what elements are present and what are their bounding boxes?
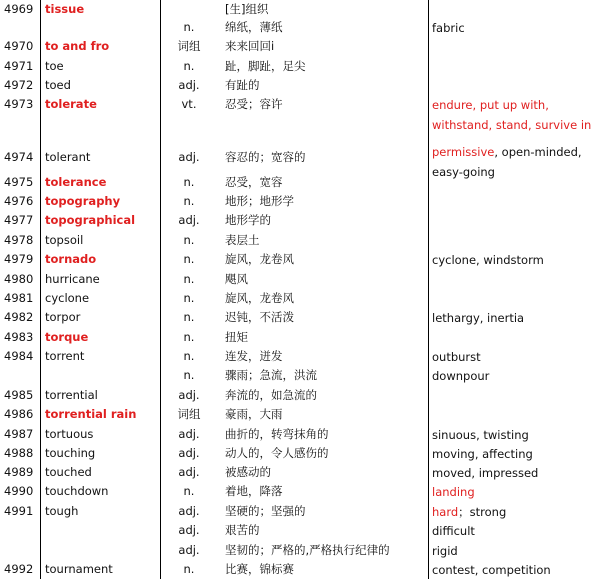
synonyms	[432, 502, 598, 522]
synonym-text: downpour	[432, 369, 490, 383]
chinese-meaning: 扭矩	[225, 330, 248, 344]
chinese-meaning: 旋风，龙卷风	[225, 291, 294, 305]
chinese-meaning: 曲折的，转弯抹角的	[225, 427, 329, 441]
synonyms	[432, 521, 598, 541]
entry-number: 4970	[4, 39, 34, 53]
synonyms	[432, 347, 598, 367]
part-of-speech: adj.	[178, 446, 200, 460]
table-row	[0, 37, 600, 57]
part-of-speech: n.	[183, 330, 195, 344]
entry-number: 4969	[4, 2, 34, 16]
entry-word: tough	[45, 504, 79, 518]
entry-number: 4971	[4, 59, 34, 73]
part-of-speech: adj.	[178, 504, 200, 518]
table-row	[0, 308, 600, 328]
entry-number: 4980	[4, 272, 34, 286]
entry-number: 4989	[4, 465, 34, 479]
chinese-meaning: 地形；地形学	[225, 194, 294, 208]
entry-word: tortuous	[45, 427, 94, 441]
chinese-meaning: 旋风，龙卷风	[225, 252, 294, 266]
entry-word: topography	[45, 194, 121, 208]
table-row	[0, 328, 600, 347]
entry-number: 4972	[4, 78, 34, 92]
chinese-meaning: 飓风	[225, 272, 248, 286]
synonym-text: rigid	[432, 544, 458, 558]
table-row	[0, 289, 600, 308]
table-row	[0, 347, 600, 366]
part-of-speech: n.	[183, 272, 195, 286]
entry-word: torrential	[45, 388, 98, 402]
entry-number: 4977	[4, 213, 34, 227]
synonym-highlight: endure, put up with, withstand, stand, survive in	[432, 98, 592, 132]
table-row	[0, 521, 600, 541]
entry-number: 4990	[4, 484, 34, 498]
part-of-speech: adj.	[178, 388, 200, 402]
synonym-text: outburst	[432, 350, 481, 364]
part-of-speech: 词组	[177, 407, 201, 421]
table-row	[0, 231, 600, 250]
entry-word: tolerant	[45, 150, 91, 164]
entry-number: 4974	[4, 150, 34, 164]
entry-number: 4976	[4, 194, 34, 208]
entry-number: 4991	[4, 504, 34, 518]
part-of-speech: adj.	[178, 427, 200, 441]
synonyms	[432, 250, 598, 270]
part-of-speech: n.	[183, 194, 195, 208]
part-of-speech: n.	[183, 20, 195, 34]
synonym-highlight: hard	[432, 505, 459, 519]
synonym-text: contest, competition	[432, 563, 551, 577]
part-of-speech: n.	[183, 349, 195, 363]
chinese-meaning: 趾，脚趾，足尖	[225, 59, 306, 73]
entry-word: touching	[45, 446, 96, 460]
synonym-text: ；strong	[458, 505, 507, 519]
entry-number: 4988	[4, 446, 34, 460]
synonyms	[432, 560, 598, 580]
synonyms	[432, 308, 598, 328]
synonyms	[432, 463, 598, 483]
chinese-meaning: 坚硬的；坚强的	[225, 504, 306, 518]
part-of-speech: adj.	[178, 465, 200, 479]
entry-word: toed	[45, 78, 71, 92]
entry-word: hurricane	[45, 272, 100, 286]
synonym-text: , open-minded, easy-going	[432, 145, 582, 179]
chinese-meaning: 坚韧的；严格的,严格执行纪律的	[225, 543, 390, 557]
table-row	[0, 366, 600, 386]
part-of-speech: n.	[183, 59, 195, 73]
synonym-text: sinuous, twisting	[432, 428, 529, 442]
entry-word: to and fro	[45, 39, 110, 53]
chinese-meaning: 地形学的	[225, 213, 271, 227]
table-row	[0, 18, 600, 37]
table-row	[0, 250, 600, 270]
entry-word: tournament	[45, 562, 113, 576]
entry-number: 4975	[4, 175, 34, 189]
chinese-meaning: 被感动的	[225, 465, 271, 479]
entry-word: tornado	[45, 252, 97, 266]
entry-number: 4992	[4, 562, 34, 576]
chinese-meaning: 表层土	[225, 233, 260, 247]
entry-word: touchdown	[45, 484, 109, 498]
chinese-meaning: 动人的，令人感伤的	[225, 446, 329, 460]
table-row	[0, 444, 600, 463]
part-of-speech: n.	[183, 484, 195, 498]
table-row	[0, 211, 600, 231]
entry-word: torpor	[45, 310, 81, 324]
entry-word: tolerate	[45, 97, 97, 111]
entry-number: 4979	[4, 252, 34, 266]
chinese-meaning: 艰苦的	[225, 523, 260, 537]
synonyms	[432, 95, 598, 135]
entry-word: toe	[45, 59, 64, 73]
table-row	[0, 405, 600, 425]
entry-number: 4984	[4, 349, 34, 363]
entry-word: tolerance	[45, 175, 107, 189]
entry-word: topsoil	[45, 233, 84, 247]
part-of-speech: n.	[183, 291, 195, 305]
part-of-speech: n.	[183, 562, 195, 576]
chinese-meaning: 迟钝，不活泼	[225, 310, 294, 324]
table-row	[0, 76, 600, 95]
synonyms	[432, 425, 598, 445]
part-of-speech: vt.	[181, 97, 197, 111]
part-of-speech: n.	[183, 175, 195, 189]
table-row	[0, 463, 600, 482]
chinese-meaning: 容忍的；宽容的	[225, 150, 306, 164]
entry-number: 4986	[4, 407, 34, 421]
entry-number: 4973	[4, 97, 34, 111]
table-row	[0, 482, 600, 502]
table-row	[0, 192, 600, 211]
chinese-meaning: 绵纸，薄纸	[225, 20, 283, 34]
entry-number: 4985	[4, 388, 34, 402]
chinese-meaning: 骤雨；急流，洪流	[225, 368, 317, 382]
entry-word: torrent	[45, 349, 85, 363]
table-row	[0, 560, 600, 579]
table-row	[0, 57, 600, 76]
table-row	[0, 541, 600, 560]
synonym-text: moved, impressed	[432, 466, 539, 480]
part-of-speech: adj.	[178, 78, 200, 92]
synonym-highlight: landing	[432, 485, 475, 499]
synonyms	[432, 541, 598, 561]
entry-number: 4981	[4, 291, 34, 305]
table-row	[0, 270, 600, 289]
synonyms	[432, 482, 598, 502]
chinese-meaning: 忍受；容许	[225, 97, 283, 111]
part-of-speech: n.	[183, 252, 195, 266]
synonyms	[432, 366, 598, 386]
synonym-highlight: permissive	[432, 145, 495, 159]
part-of-speech: adj.	[178, 150, 200, 164]
entry-word: torque	[45, 330, 89, 344]
chinese-meaning: 比赛，锦标赛	[225, 562, 294, 576]
chinese-meaning: 有趾的	[225, 78, 260, 92]
chinese-meaning: 豪雨，大雨	[225, 407, 283, 421]
part-of-speech: adj.	[178, 543, 200, 557]
entry-number: 4987	[4, 427, 34, 441]
part-of-speech: n.	[183, 368, 195, 382]
chinese-meaning: [生]组织	[225, 2, 269, 16]
entry-number: 4983	[4, 330, 34, 344]
synonyms	[432, 18, 598, 38]
synonym-text: lethargy, inertia	[432, 311, 525, 325]
entry-number: 4982	[4, 310, 34, 324]
part-of-speech: 词组	[177, 39, 201, 53]
entry-word: cyclone	[45, 291, 90, 305]
synonym-text: difficult	[432, 524, 475, 538]
table-row	[0, 95, 600, 142]
table-row	[0, 425, 600, 444]
entry-word: tissue	[45, 2, 85, 16]
entry-word: touched	[45, 465, 92, 479]
entry-word: torrential rain	[45, 407, 137, 421]
entry-word: topographical	[45, 213, 136, 227]
part-of-speech: n.	[183, 233, 195, 247]
chinese-meaning: 来来回回i	[225, 39, 275, 53]
entry-number: 4978	[4, 233, 34, 247]
synonym-text: fabric	[432, 21, 465, 35]
chinese-meaning: 连发，迸发	[225, 349, 283, 363]
synonyms	[432, 444, 598, 464]
table-row	[0, 386, 600, 405]
synonym-text: cyclone, windstorm	[432, 253, 544, 267]
synonym-text: moving, affecting	[432, 447, 533, 461]
table-row	[0, 173, 600, 192]
part-of-speech: adj.	[178, 213, 200, 227]
table-row	[0, 502, 600, 521]
table-row	[0, 142, 600, 179]
chinese-meaning: 忍受，宽容	[225, 175, 283, 189]
table-row	[0, 0, 600, 18]
part-of-speech: adj.	[178, 523, 200, 537]
chinese-meaning: 奔流的，如急流的	[225, 388, 317, 402]
part-of-speech: n.	[183, 310, 195, 324]
chinese-meaning: 着地，降落	[225, 484, 283, 498]
